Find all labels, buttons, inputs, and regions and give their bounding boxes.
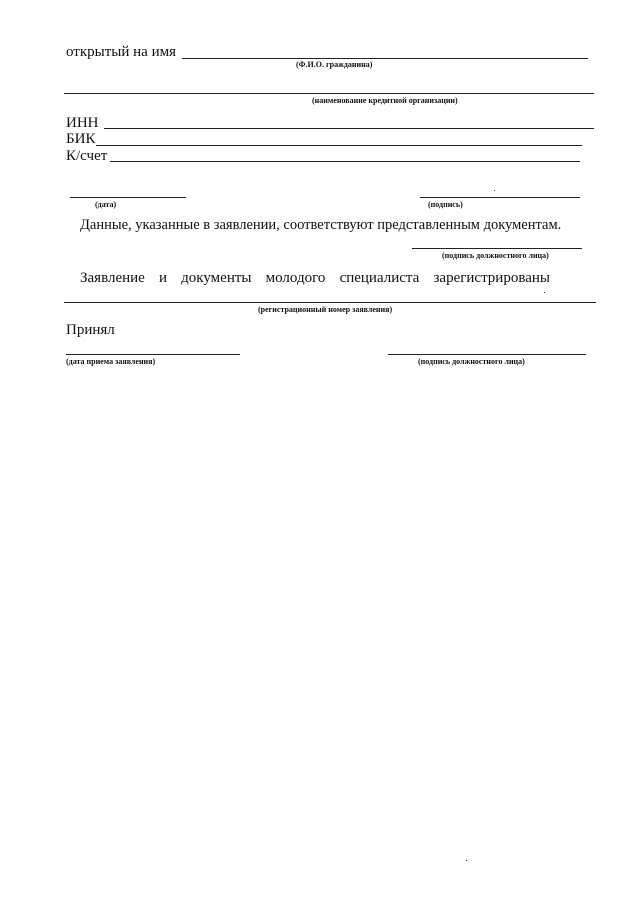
bik-line[interactable] bbox=[96, 145, 582, 146]
reg-number-caption: (регистрационный номер заявления) bbox=[258, 305, 393, 314]
verification-statement: Данные, указанные в заявлении, соответствуют представленным документам. bbox=[80, 217, 562, 233]
dot-mark bbox=[466, 860, 467, 861]
inn-label: ИНН bbox=[66, 115, 99, 131]
inn-line[interactable] bbox=[104, 128, 594, 129]
dot-mark bbox=[544, 292, 545, 293]
date-caption: (дата) bbox=[95, 200, 117, 209]
registration-word: зарегистрированы bbox=[433, 270, 550, 286]
account-line[interactable] bbox=[110, 161, 580, 162]
registration-sentence bbox=[80, 270, 550, 287]
signature-caption: (подпись) bbox=[428, 200, 463, 209]
accept-date-line[interactable] bbox=[66, 354, 240, 355]
signature-line[interactable] bbox=[420, 197, 580, 198]
bik-label: БИК bbox=[66, 131, 96, 147]
account-label: К/счет bbox=[66, 148, 108, 164]
accept-signature-caption: (подпись должностного лица) bbox=[418, 357, 525, 366]
fio-caption: (Ф.И.О. гражданина) bbox=[296, 60, 373, 69]
registration-word: и bbox=[158, 270, 167, 286]
opened-on-name-label: открытый на имя bbox=[66, 44, 176, 60]
registration-word: Заявление bbox=[80, 270, 145, 286]
registration-word: молодого bbox=[265, 270, 326, 286]
official-signature-caption: (подпись должностного лица) bbox=[442, 251, 549, 260]
fio-line[interactable] bbox=[182, 58, 588, 59]
bank-name-caption: (наименование кредитной организации) bbox=[312, 96, 458, 105]
accept-date-caption: (дата приема заявления) bbox=[66, 357, 156, 366]
date-line[interactable] bbox=[70, 197, 186, 198]
accept-signature-line[interactable] bbox=[388, 354, 586, 355]
accepted-label: Принял bbox=[66, 322, 115, 338]
registration-word: специалиста bbox=[339, 270, 420, 286]
dot-mark bbox=[494, 190, 495, 191]
registration-word: документы bbox=[181, 270, 252, 286]
reg-number-line[interactable] bbox=[64, 302, 596, 303]
official-signature-line[interactable] bbox=[412, 248, 582, 249]
bank-name-line[interactable] bbox=[64, 93, 594, 94]
